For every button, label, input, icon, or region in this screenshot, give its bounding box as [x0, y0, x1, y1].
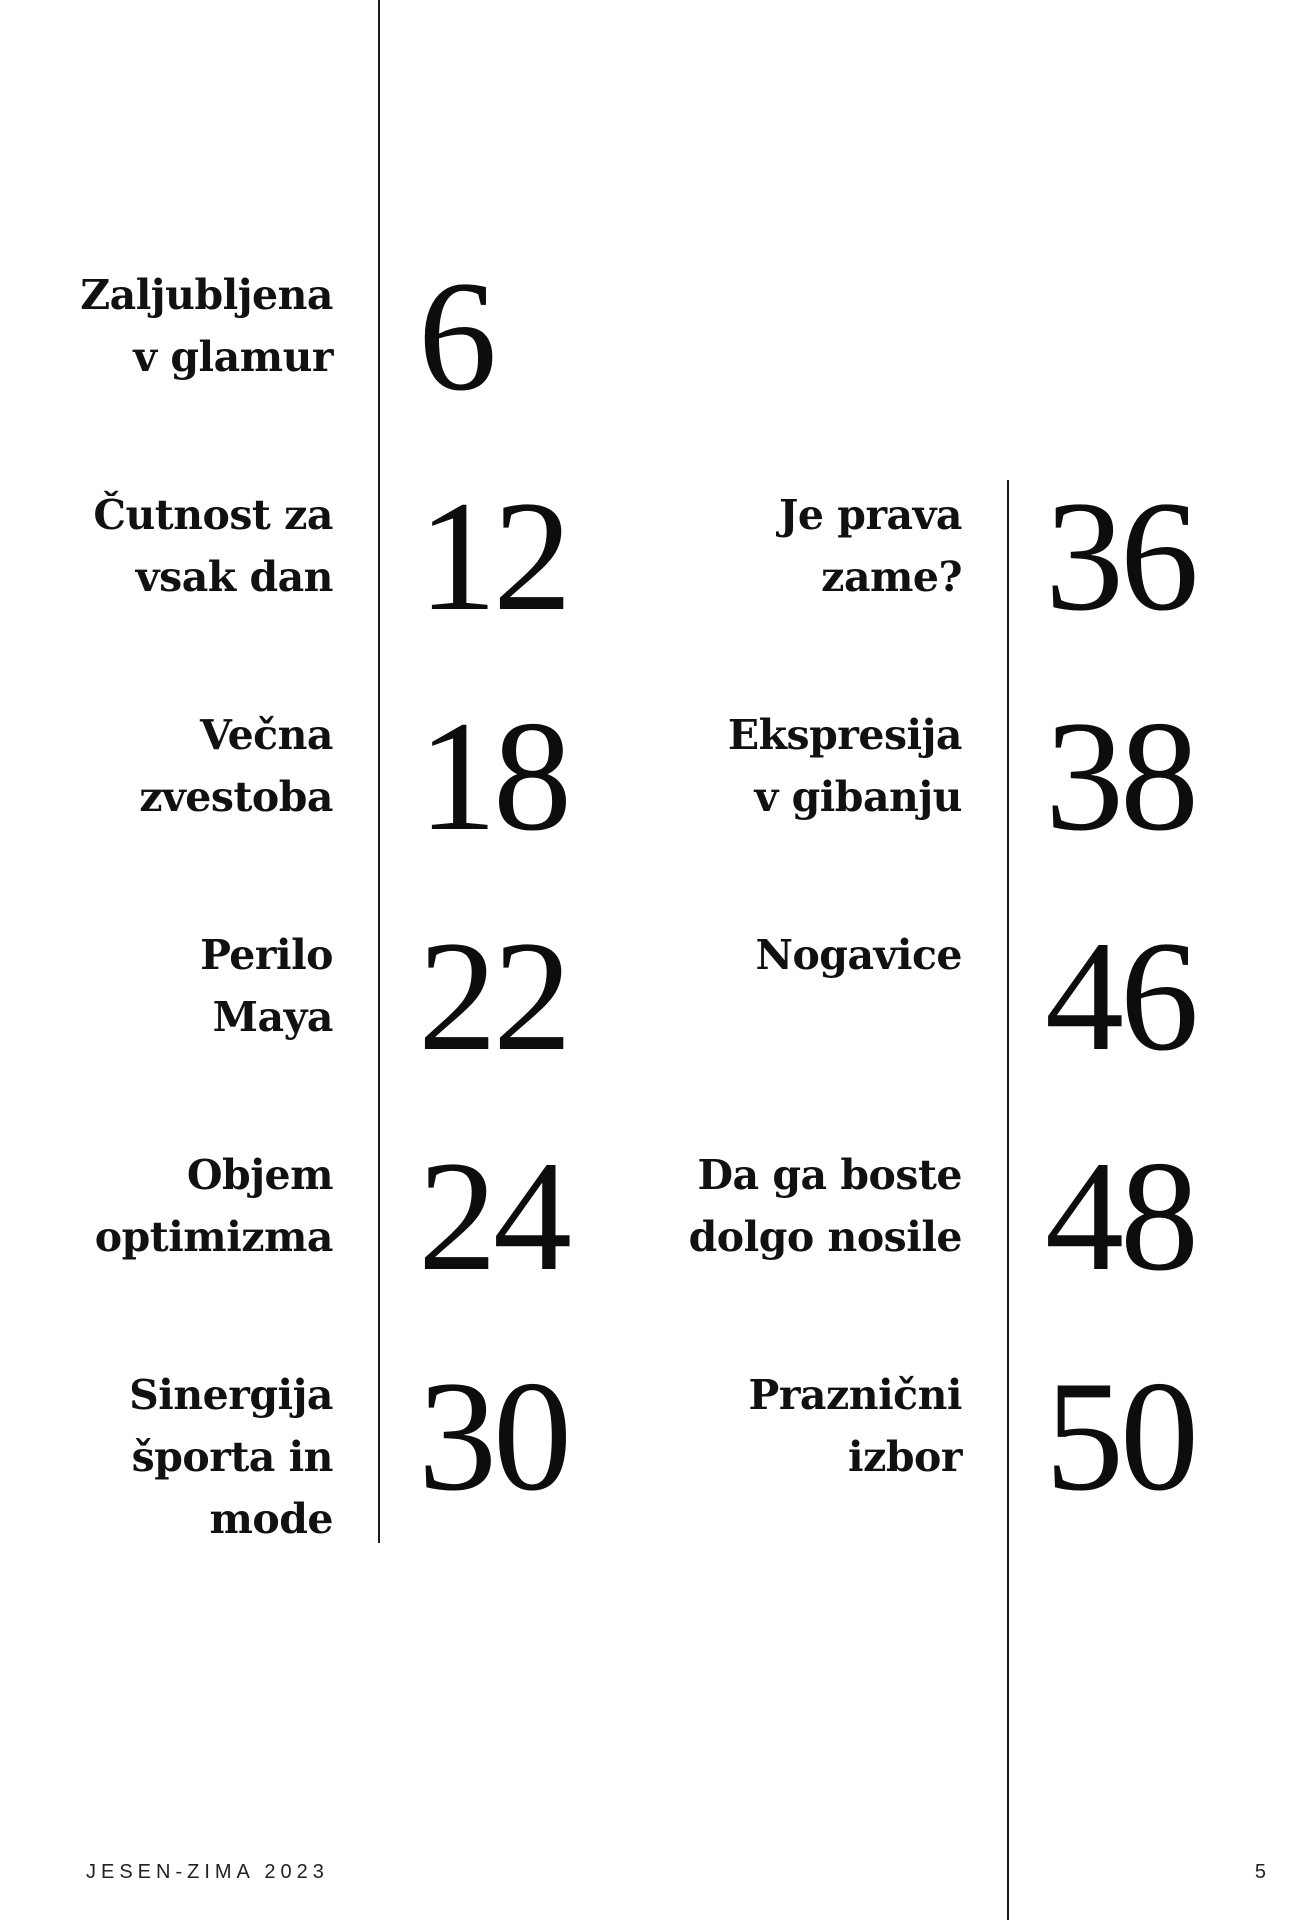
toc-entry-title	[755, 924, 962, 986]
column-divider-left	[378, 0, 380, 1543]
toc-entry-title	[139, 704, 333, 828]
toc-entry-page-number: 36	[1045, 469, 1195, 644]
toc-entry-title	[748, 1364, 962, 1488]
toc-entry-page-number: 22	[418, 909, 568, 1084]
toc-entry-page-number: 24	[418, 1129, 568, 1304]
title-line: Ekspresija	[727, 711, 962, 759]
toc-entry-page-number: 48	[1045, 1129, 1195, 1304]
footer-season: JESEN-ZIMA 2023	[86, 1861, 329, 1883]
title-line: športa in	[131, 1433, 333, 1481]
title-line: izbor	[848, 1433, 962, 1481]
toc-entry-page-number: 30	[418, 1349, 568, 1524]
toc-entry-title	[779, 484, 962, 608]
title-line: v gibanju	[754, 773, 962, 821]
toc-entry-title	[728, 704, 962, 828]
title-line: mode	[209, 1495, 333, 1543]
footer-page-number: 5	[1254, 1861, 1266, 1883]
toc-entry-page-number: 50	[1045, 1349, 1195, 1524]
toc-entry-page-number: 46	[1045, 909, 1195, 1084]
title-line: Maya	[212, 993, 333, 1041]
title-line: Objem	[186, 1151, 333, 1199]
toc-entry-title	[200, 924, 333, 1048]
toc-entry-title	[689, 1144, 962, 1268]
title-line: Sinergija	[129, 1371, 333, 1419]
toc-entry-page-number: 38	[1045, 689, 1195, 864]
toc-entry-title	[80, 264, 333, 388]
title-line: v glamur	[133, 333, 333, 381]
title-line: zvestoba	[139, 773, 333, 821]
column-divider-right	[1007, 480, 1009, 1920]
toc-entry-title	[93, 484, 333, 608]
toc-entry-title	[95, 1144, 333, 1268]
title-line: Perilo	[200, 931, 333, 979]
title-line: Da ga boste	[697, 1151, 962, 1199]
title-line: optimizma	[94, 1213, 333, 1261]
toc-entry-page-number: 6	[418, 249, 493, 424]
title-line: Zaljubljena	[80, 271, 333, 319]
title-line: Nogavice	[755, 931, 962, 979]
title-line: dolgo nosile	[688, 1213, 962, 1261]
title-line: Je prava	[779, 491, 962, 539]
title-line: vsak dan	[135, 553, 333, 601]
title-line: Čutnost za	[93, 491, 333, 539]
toc-entry-page-number: 18	[418, 689, 568, 864]
toc-entry-title	[129, 1364, 333, 1550]
title-line: zame?	[821, 553, 962, 601]
toc-entry-page-number: 12	[418, 469, 568, 644]
title-line: Praznični	[748, 1371, 962, 1419]
title-line: Večna	[200, 711, 333, 759]
